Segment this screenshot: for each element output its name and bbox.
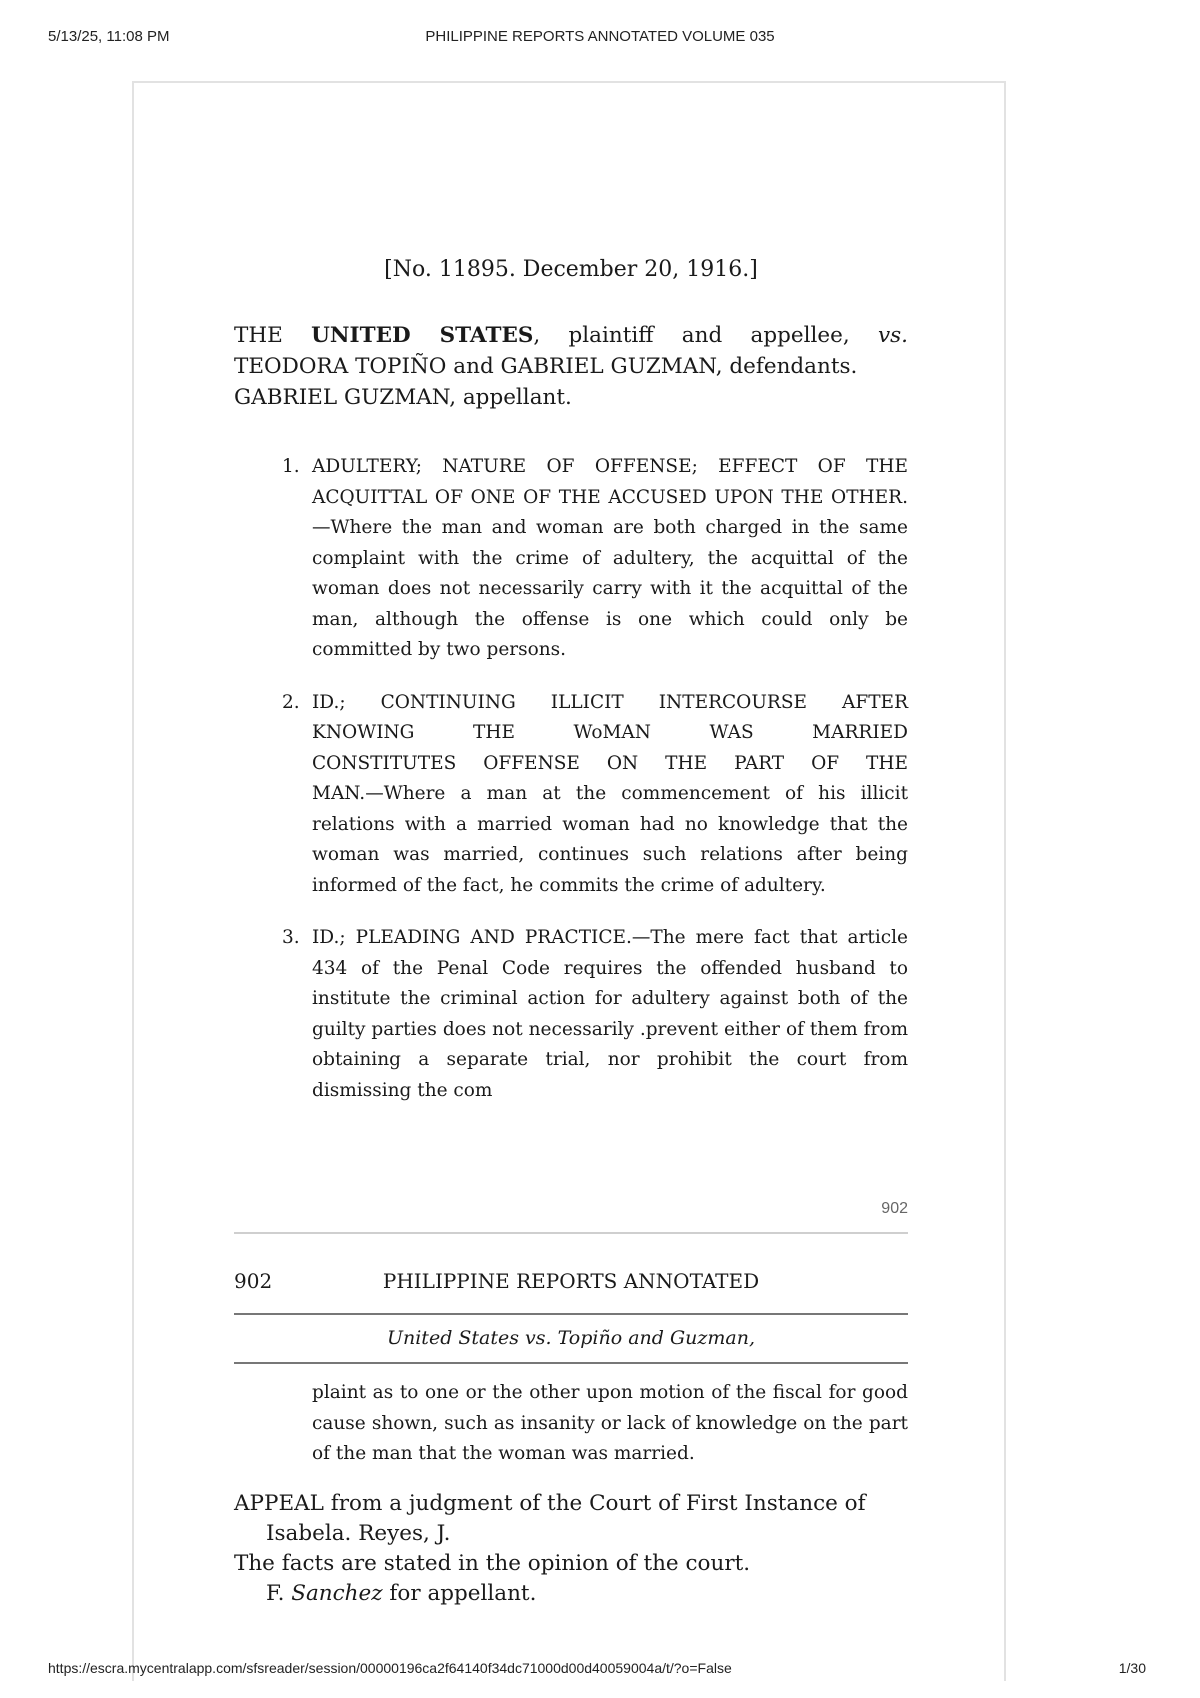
running-head-rule [234, 1362, 908, 1364]
syllabus-item: 2. ID.; CONTINUING ILLICIT INTERCOURSE AFTER KNOWING THE WoMAN WAS MARRIED CONSTITUTES OFFENSE ON THE PART OF THE MAN.—Where a man at the commencement of his illicit relations with a married woman had no knowledge that the woman was married, continues such relations after being informed of the fact, he commits the crime of adultery. [282, 691, 908, 896]
print-header [0, 28, 1200, 52]
page-number: 902 [881, 1200, 908, 1217]
document-page [132, 81, 1006, 1681]
facts-line: The facts are stated in the opinion of the court. [234, 1551, 751, 1576]
syllabus-item: 1. ADULTERY; NATURE OF OFFENSE; EFFECT OF THE ACQUITTAL OF ONE OF THE ACCUSED UPON THE OTHER.—Where the man and woman are both charged in the same complaint with the crime of adultery, the acquittal of the woman does not necessarily carry with it the acquittal of the man, although the offense is one which could only be committed by two persons. [282, 456, 908, 660]
print-title: PHILIPPINE REPORTS ANNOTATED VOLUME 035 [425, 28, 775, 45]
running-head-title: PHILIPPINE REPORTS ANNOTATED [382, 1269, 760, 1293]
syllabus-continuation: plaint as to one or the other upon motion of the fiscal for good cause shown, such as insanity or lack of knowledge on the part of the man that the woman was married. [312, 1382, 908, 1464]
appeal-block [234, 1489, 908, 1609]
print-page-count: 1/30 [1118, 1660, 1146, 1676]
running-head-page: 902 [234, 1269, 273, 1293]
syllabus-list [234, 452, 908, 1128]
case-title [234, 320, 908, 413]
docket-number: [No. 11895. December 20, 1916.] [384, 257, 758, 282]
case-title-line-2: TEODORA TOPIÑO and GABRIEL GUZMAN, defendants. [234, 354, 858, 379]
print-footer [0, 1660, 1200, 1684]
running-head-rule [234, 1313, 908, 1315]
print-date: 5/13/25, 11:08 PM [48, 28, 170, 45]
running-head [234, 1269, 908, 1299]
appeal-line: APPEAL from a judgment of the Court of First Instance of Isabela. Reyes, J. [234, 1491, 866, 1546]
case-title-line-3: GABRIEL GUZMAN, appellant. [234, 385, 572, 410]
short-case-title: United States vs. Topiño and Guzman, [386, 1327, 756, 1349]
syllabus-item: 3. ID.; PLEADING AND PRACTICE.—The mere fact that article 434 of the Penal Code requires the offended husband to institute the criminal action for adultery against both of the guilty parties does not necessarily .prevent either of them from obtaining a separate trial, nor prohibit the court from dismissing the com [282, 927, 908, 1101]
page-divider [234, 1232, 908, 1234]
print-url: https://escra.mycentralapp.com/sfsreader/session/00000196ca2f64140f34dc71000d00d40059004a/t/?o=False [48, 1660, 732, 1676]
case-title-line-1: THE UNITED STATES, plaintiff and appellee, vs. [234, 323, 908, 348]
counsel-line: F. Sanchez for appellant. [266, 1581, 537, 1606]
